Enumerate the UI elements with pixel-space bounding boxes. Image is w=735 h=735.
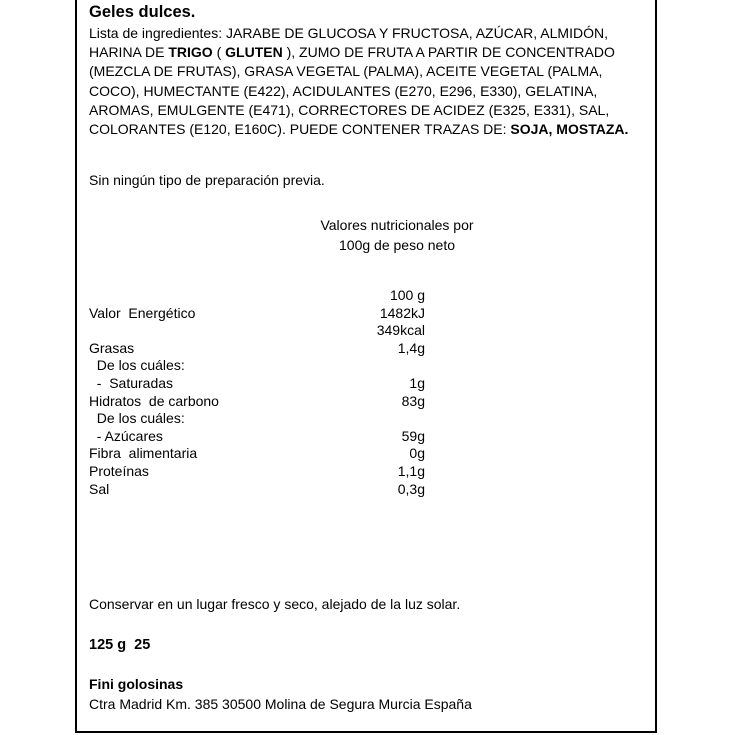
nutrient-name: Grasas bbox=[89, 339, 135, 356]
nutrition-row bbox=[89, 357, 449, 375]
nutrition-row bbox=[89, 463, 449, 481]
nutrient-name: Fibra alimentaria bbox=[89, 445, 198, 462]
ingredients-text-1: Lista de ingredientes: JARABE DE GLUCOSA Y FRUCTOSA, AZÚCAR, ALMIDÓN, HARINA DE bbox=[89, 25, 608, 61]
nutrition-row bbox=[89, 305, 449, 323]
manufacturer-name: Fini golosinas bbox=[89, 676, 184, 692]
allergen-traces: SOJA, MOSTAZA. bbox=[510, 121, 629, 138]
product-label bbox=[75, 0, 657, 733]
ingredients-text-3: ), ZUMO DE FRUTA A PARTIR DE CONCENTRADO (MEZCLA DE FRUTAS), GRASA VEGETAL (PALMA), ACEITE VEGETAL (PALMA, COCO), HUMECTANTE (E422), ACIDULANTES (E270, E296, E330), GELATINA, AROMAS, EMULGENTE (E471), CORRECTORES DE ACIDEZ (E325, E331), SAL, COLORANTES (E120, E160C). PUEDE CONTENER TRAZAS DE: bbox=[89, 44, 615, 138]
nutrition-row bbox=[89, 340, 449, 358]
nutrition-row bbox=[89, 410, 449, 428]
nutrient-name: Sal bbox=[89, 480, 110, 497]
nutrient-name: - Azúcares bbox=[89, 427, 163, 444]
product-title: Geles dulces. bbox=[89, 3, 196, 21]
storage-instructions: Conservar en un lugar fresco y seco, alejado de la luz solar. bbox=[89, 596, 461, 612]
nutrient-name: Hidratos de carbono bbox=[89, 392, 219, 409]
nutrition-table bbox=[89, 287, 449, 498]
nutrient-value: 83g bbox=[401, 392, 425, 409]
preparation-note: Sin ningún tipo de preparación previa. bbox=[89, 172, 325, 188]
nutrient-value: 1g bbox=[409, 374, 425, 391]
nutrition-header bbox=[307, 215, 487, 255]
nutrient-value: 1482kJ bbox=[379, 304, 425, 321]
nutrient-name: De los cuáles: bbox=[89, 357, 185, 374]
nutrition-header-line-1: Valores nutricionales por bbox=[320, 217, 474, 233]
nutrient-value: 349kcal bbox=[376, 322, 425, 339]
allergen-trigo: TRIGO bbox=[168, 44, 213, 61]
nutrient-name: De los cuáles: bbox=[89, 410, 185, 427]
nutrient-value: 1,4g bbox=[397, 339, 425, 356]
nutrient-value: 100 g bbox=[389, 287, 425, 303]
nutrition-row bbox=[89, 287, 449, 305]
ingredients-list bbox=[89, 24, 641, 139]
nutrition-row bbox=[89, 393, 449, 411]
label-content bbox=[89, 2, 645, 712]
nutrient-value: 0g bbox=[409, 445, 425, 462]
nutrient-value: 0,3g bbox=[397, 480, 425, 497]
net-weight: 125 g 25 bbox=[89, 637, 151, 653]
nutrient-value: 1,1g bbox=[397, 462, 425, 479]
nutrient-name: Valor Energético bbox=[89, 304, 196, 321]
nutrition-row bbox=[89, 445, 449, 463]
nutrition-row bbox=[89, 428, 449, 446]
nutrition-header-line-2: 100g de peso neto bbox=[339, 237, 455, 253]
nutrition-row bbox=[89, 481, 449, 499]
nutrition-row bbox=[89, 322, 449, 340]
nutrient-name: - Saturadas bbox=[89, 374, 174, 391]
nutrient-name: Proteínas bbox=[89, 462, 149, 479]
manufacturer-address: Ctra Madrid Km. 385 30500 Molina de Segura Murcia España bbox=[89, 696, 472, 712]
allergen-gluten: GLUTEN bbox=[225, 44, 283, 61]
nutrition-row bbox=[89, 375, 449, 393]
ingredients-text-2: ( bbox=[212, 44, 226, 61]
nutrient-value: 59g bbox=[401, 427, 425, 444]
